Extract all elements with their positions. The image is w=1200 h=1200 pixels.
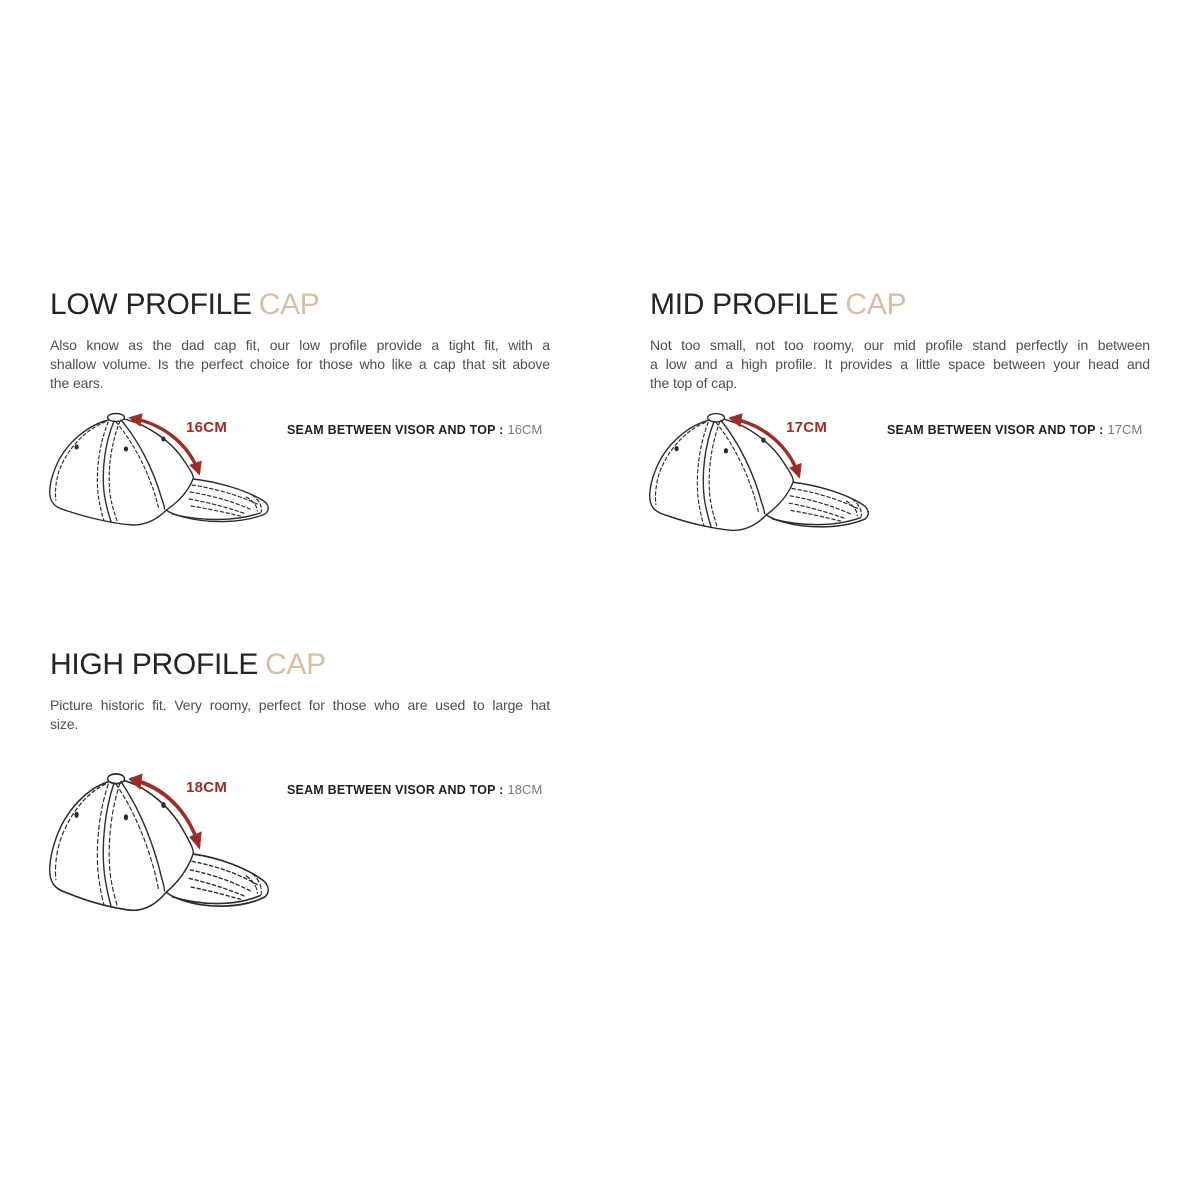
seam-spec-value: 17CM: [1107, 422, 1143, 437]
title-main: HIGH PROFILE: [50, 648, 259, 681]
description-line: the top of cap.: [650, 375, 738, 391]
title-main: MID PROFILE: [650, 288, 839, 321]
measure-value-label: 18CM: [186, 779, 228, 796]
section-title: [50, 649, 550, 681]
title-accent: CAP: [258, 288, 320, 321]
measure-value-label: 17CM: [786, 419, 828, 436]
section-low-profile: [50, 288, 550, 437]
seam-spec-value: 16CM: [507, 422, 543, 437]
seam-spec: [287, 422, 542, 438]
seam-spec: [887, 422, 1142, 438]
title-main: LOW PROFILE: [50, 288, 252, 321]
title-accent: CAP: [845, 288, 907, 321]
cap-side-view-illustration: [44, 412, 276, 537]
seam-spec-label: SEAM BETWEEN VISOR AND TOP :: [887, 423, 1104, 437]
description-line: Not too small, not too roomy, our mid profile stand perfectly in between: [650, 337, 1150, 353]
section-description: [50, 696, 550, 734]
description-line: shallow volume. Is the perfect choice for those who like a cap that sit above: [50, 356, 550, 372]
section-description: [650, 336, 1150, 393]
section-title: [650, 289, 1150, 321]
cap-side-view-illustration: [44, 772, 276, 925]
figure-mid-profile: [650, 412, 1150, 582]
figure-low-profile: [50, 412, 550, 582]
figure-high-profile: [50, 772, 550, 942]
seam-spec: [287, 782, 542, 798]
description-line: a low and a high profile. It provides a little space between your head and: [650, 356, 1150, 372]
cap-illustration-wrap: [44, 772, 279, 925]
description-line: Picture historic fit. Very roomy, perfect for those who are used to large hat: [50, 697, 550, 713]
section-title: [50, 289, 550, 321]
measure-value-label: 16CM: [186, 419, 228, 436]
seam-spec-label: SEAM BETWEEN VISOR AND TOP :: [287, 423, 504, 437]
description-line: size.: [50, 716, 79, 732]
seam-spec-label: SEAM BETWEEN VISOR AND TOP :: [287, 783, 504, 797]
cap-side-view-illustration: [644, 412, 876, 543]
title-accent: CAP: [265, 648, 326, 681]
section-description: [50, 336, 550, 393]
cap-illustration-wrap: [644, 412, 879, 543]
description-line: the ears.: [50, 375, 104, 391]
cap-illustration-wrap: [44, 412, 279, 537]
seam-spec-value: 18CM: [507, 782, 543, 797]
section-mid-profile: [650, 288, 1150, 437]
section-high-profile: [50, 648, 550, 797]
description-line: Also know as the dad cap fit, our low profile provide a tight fit, with a: [50, 337, 550, 353]
